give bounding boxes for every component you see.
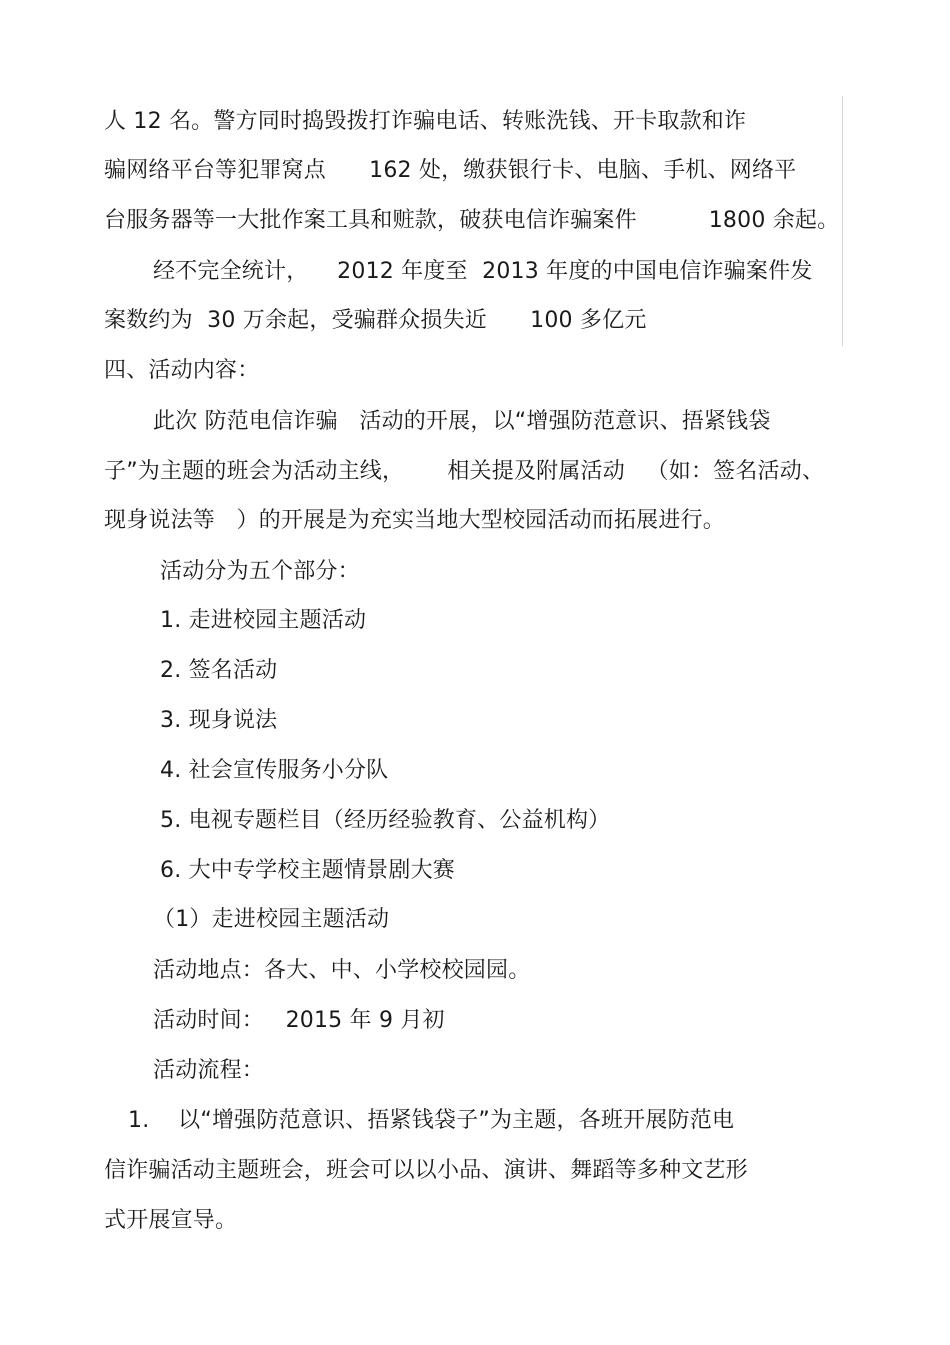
text-line: 信诈骗活动主题班会，班会可以以小品、演讲、舞蹈等多种文艺形 [104,1158,748,1183]
text-line: 经不完全统计， 2012 年度至 2013 年度的中国电信诈骗案件发 [153,259,813,284]
text-line: 子”为主题的班会为活动主线， 相关提及附属活动 （如：签名活动、 [104,459,825,484]
text-line: 活动流程： [153,1058,265,1083]
text-line: 骗网络平台等犯罪窝点 162 处，缴获银行卡、电脑、手机、网络平 [104,158,797,183]
text-line: 1. 以“增强防范意识、捂紧钱袋子”为主题，各班开展防范电 [128,1108,735,1133]
subsection-heading: （1）走进校园主题活动 [153,907,390,932]
text-line: 活动时间： 2015 年 9 月初 [153,1008,445,1033]
text-line: 此次 防范电信诈骗 活动的开展，以“增强防范意识、捂紧钱袋 [153,409,771,434]
list-item: 4. 社会宣传服务小分队 [160,758,389,783]
list-item: 5. 电视专题栏目（经历经验教育、公益机构） [160,808,611,833]
text-line: 式开展宣导。 [104,1208,238,1233]
text-line: 案数约为 30 万余起，受骗群众损失近 100 多亿元 [104,308,647,333]
text-line: 活动地点：各大、中、小学校校园园。 [153,958,531,983]
list-item: 2. 签名活动 [160,658,278,683]
margin-rule [842,96,843,346]
text-line: 人 12 名。警方同时捣毁拨打诈骗电话、转账洗钱、开卡取款和诈 [104,109,747,134]
text-line: 活动分为五个部分： [160,559,360,584]
list-item: 1. 走进校园主题活动 [160,608,367,633]
list-item: 3. 现身说法 [160,708,278,733]
section-heading: 四、活动内容： [104,358,260,383]
text-line: 台服务器等一大批作案工具和赃款，破获电信诈骗案件 1800 余起。 [104,208,840,233]
list-item: 6. 大中专学校主题情景剧大赛 [160,858,455,883]
text-line: 现身说法等 ）的开展是为充实当地大型校园活动而拓展进行。 [104,508,725,533]
